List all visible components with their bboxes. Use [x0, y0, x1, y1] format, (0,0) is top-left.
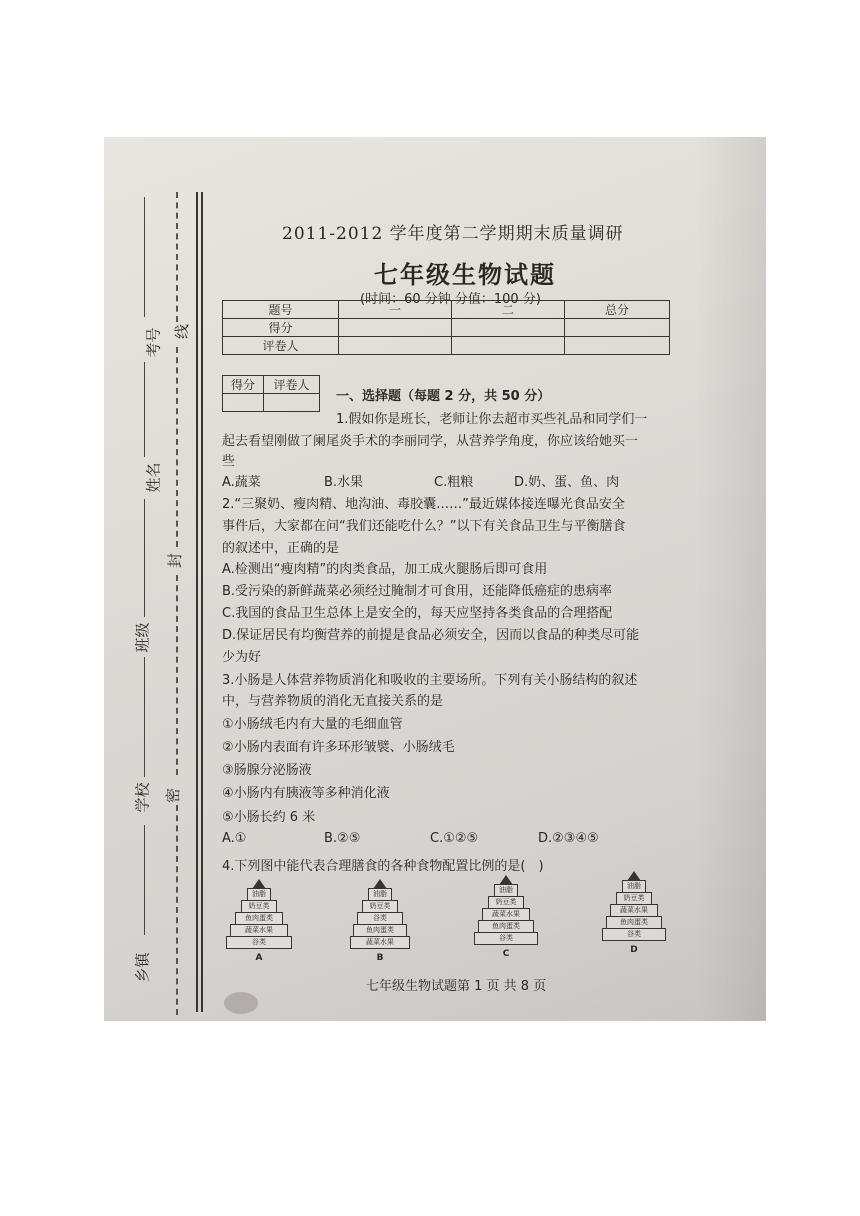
label-exam-no: 考号: [144, 327, 163, 358]
q1-option-c: C.粗粮: [434, 475, 474, 490]
pyramid-tier: 谷类: [226, 936, 292, 949]
score-table-header: 二: [452, 301, 565, 319]
page-footer: 七年级生物试题第 1 页 共 8 页: [366, 979, 547, 994]
seal-char-line: 线: [173, 323, 192, 340]
q1-line: 起去看望刚做了阑尾炎手术的李丽同学，从营养学角度，你应该给她买一: [222, 434, 639, 449]
q2-option-d-cont: 少为好: [222, 650, 262, 665]
fill-line-school: [144, 657, 145, 777]
section-title: 一、选择题（每题 2 分，共 50 分）: [336, 389, 551, 404]
pyramid-tier: 谷类: [357, 912, 403, 925]
seal-line-bottom: [176, 805, 178, 1015]
q3-option-d: D.②③④⑤: [538, 831, 599, 846]
q3-item: ④小肠内有胰液等多种消化液: [222, 786, 390, 801]
score-cell: [452, 319, 565, 337]
q2-option-b: B.受污染的新鲜蔬菜必须经过腌制才可食用，还能降低癌症的患病率: [222, 584, 613, 599]
label-class: 班级: [133, 622, 152, 653]
seal-char-secret: 密: [164, 787, 183, 804]
pyramid-tier: 鱼肉蛋类: [606, 916, 662, 929]
exam-title: 七年级生物试题: [374, 260, 556, 289]
pyramid-tier: 谷类: [474, 932, 538, 945]
pyramid-caption: C: [502, 949, 510, 959]
section-score-cell: [223, 394, 264, 412]
fill-line-town: [144, 825, 145, 935]
term-title: 2011-2012 学年度第二学期期末质量调研: [282, 224, 624, 244]
q3-item: ①小肠绒毛内有大量的毛细血管: [222, 717, 403, 732]
time-info: (时间：60 分钟 分值：100 分): [360, 292, 541, 307]
q4-text: 4.下列图中能代表合理膳食的各种食物配置比例的是( ): [222, 859, 544, 874]
q2-option-a: A.检测出“瘦肉精”的肉类食品，加工成火腿肠后即可食用: [222, 562, 548, 577]
pyramid-tier: 蔬菜水果: [610, 904, 658, 917]
pyramid-tier: 油脂: [494, 884, 518, 897]
score-row-label: 评卷人: [223, 337, 339, 355]
pyramid-tier: 鱼肉蛋类: [478, 920, 534, 933]
pyramid-tier: 油脂: [247, 888, 271, 901]
pyramid-caption: D: [630, 945, 638, 955]
score-table-row: [223, 319, 670, 337]
pyramid-c: [474, 875, 538, 959]
score-cell: [339, 337, 452, 355]
pyramid-tier: 奶豆类: [362, 900, 398, 913]
q1-option-b: B.水果: [324, 475, 364, 490]
q2-option-d: D.保证居民有均衡营养的前提是食品必须安全，因而以食品的种类尽可能: [222, 628, 640, 643]
score-cell: [565, 337, 670, 355]
q2-line: 的叙述中，正确的是: [222, 541, 340, 556]
section-score-cell: [264, 394, 320, 412]
q3-item: ②小肠内表面有许多环形皱襞、小肠绒毛: [222, 740, 455, 755]
section-score-header: 得分: [223, 376, 264, 394]
binding-rule-outer: [196, 192, 198, 1012]
pyramid-tier: 鱼肉蛋类: [235, 912, 283, 925]
fill-line-class: [144, 499, 145, 617]
fill-line-name: [144, 362, 145, 457]
pyramid-tier: 蔬菜水果: [350, 936, 410, 949]
pyramid-b: [350, 879, 410, 963]
pyramid-caption: A: [255, 953, 263, 963]
seal-line-mid: [176, 347, 178, 547]
q3-option-a: A.①: [222, 831, 247, 846]
score-table-row: [223, 337, 670, 355]
section-score-header-row: [223, 376, 320, 394]
section-score-row: [223, 394, 320, 412]
seal-line-low: [176, 575, 178, 775]
q3-item: ③肠腺分泌肠液: [222, 763, 312, 778]
label-school: 学校: [133, 782, 152, 813]
pyramid-tier: 奶豆类: [488, 896, 524, 909]
pyramid-tier: 鱼肉蛋类: [353, 924, 407, 937]
pyramid-tier: 油脂: [622, 880, 646, 893]
q3-option-b: B.②⑤: [324, 831, 361, 846]
score-table-header-row: [223, 301, 670, 319]
q2-line: 2.“三聚奶、瘦肉精、地沟油、毒胶囊……”最近媒体接连曝光食品安全: [222, 497, 625, 512]
q3-option-c: C.①②⑤: [430, 831, 479, 846]
score-table-header: 题号: [223, 301, 339, 319]
section-score-header: 评卷人: [264, 376, 320, 394]
label-town: 乡镇: [133, 952, 152, 983]
q2-line: 事件后，大家都在问“我们还能吃什么？”以下有关食品卫生与平衡膳食: [222, 519, 626, 534]
score-table-header: 总分: [565, 301, 670, 319]
binding-rule-inner: [201, 192, 203, 1012]
pyramid-tier: 奶豆类: [616, 892, 652, 905]
exam-photo: [104, 137, 766, 1021]
q1-line: 1.假如你是班长，老师让你去超市买些礼品和同学们一: [336, 412, 648, 427]
score-cell: [339, 319, 452, 337]
pyramid-tier: 蔬菜水果: [230, 924, 288, 937]
score-cell: [452, 337, 565, 355]
score-row-label: 得分: [223, 319, 339, 337]
section-score-box: [222, 375, 320, 412]
pyramid-tier: 谷类: [602, 928, 666, 941]
seal-char-seal: 封: [166, 552, 185, 569]
seal-line-top: [176, 192, 178, 322]
q1-option-d: D.奶、蛋、鱼、肉: [514, 475, 620, 490]
q1-line: 些: [222, 454, 236, 469]
pyramid-d: [602, 871, 666, 955]
q1-option-a: A.蔬菜: [222, 475, 261, 490]
q3-line: 3.小肠是人体营养物质消化和吸收的主要场所。下列有关小肠结构的叙述: [222, 673, 638, 688]
pyramid-caption: B: [376, 953, 384, 963]
pyramid-tier: 油脂: [368, 888, 392, 901]
q2-option-c: C.我国的食品卫生总体上是安全的，每天应坚持各类食品的合理搭配: [222, 606, 613, 621]
fill-line-exam-no: [144, 197, 145, 317]
q3-item: ⑤小肠长约 6 米: [222, 810, 316, 825]
score-table: [222, 300, 670, 355]
pyramid-a: [226, 879, 292, 963]
paper-stain: [224, 992, 258, 1014]
pyramid-tier: 蔬菜水果: [482, 908, 530, 921]
pyramid-tier: 奶豆类: [241, 900, 277, 913]
score-table-header: 一: [339, 301, 452, 319]
q3-line: 中，与营养物质的消化无直接关系的是: [222, 694, 444, 709]
score-cell: [565, 319, 670, 337]
label-name: 姓名: [144, 462, 163, 493]
